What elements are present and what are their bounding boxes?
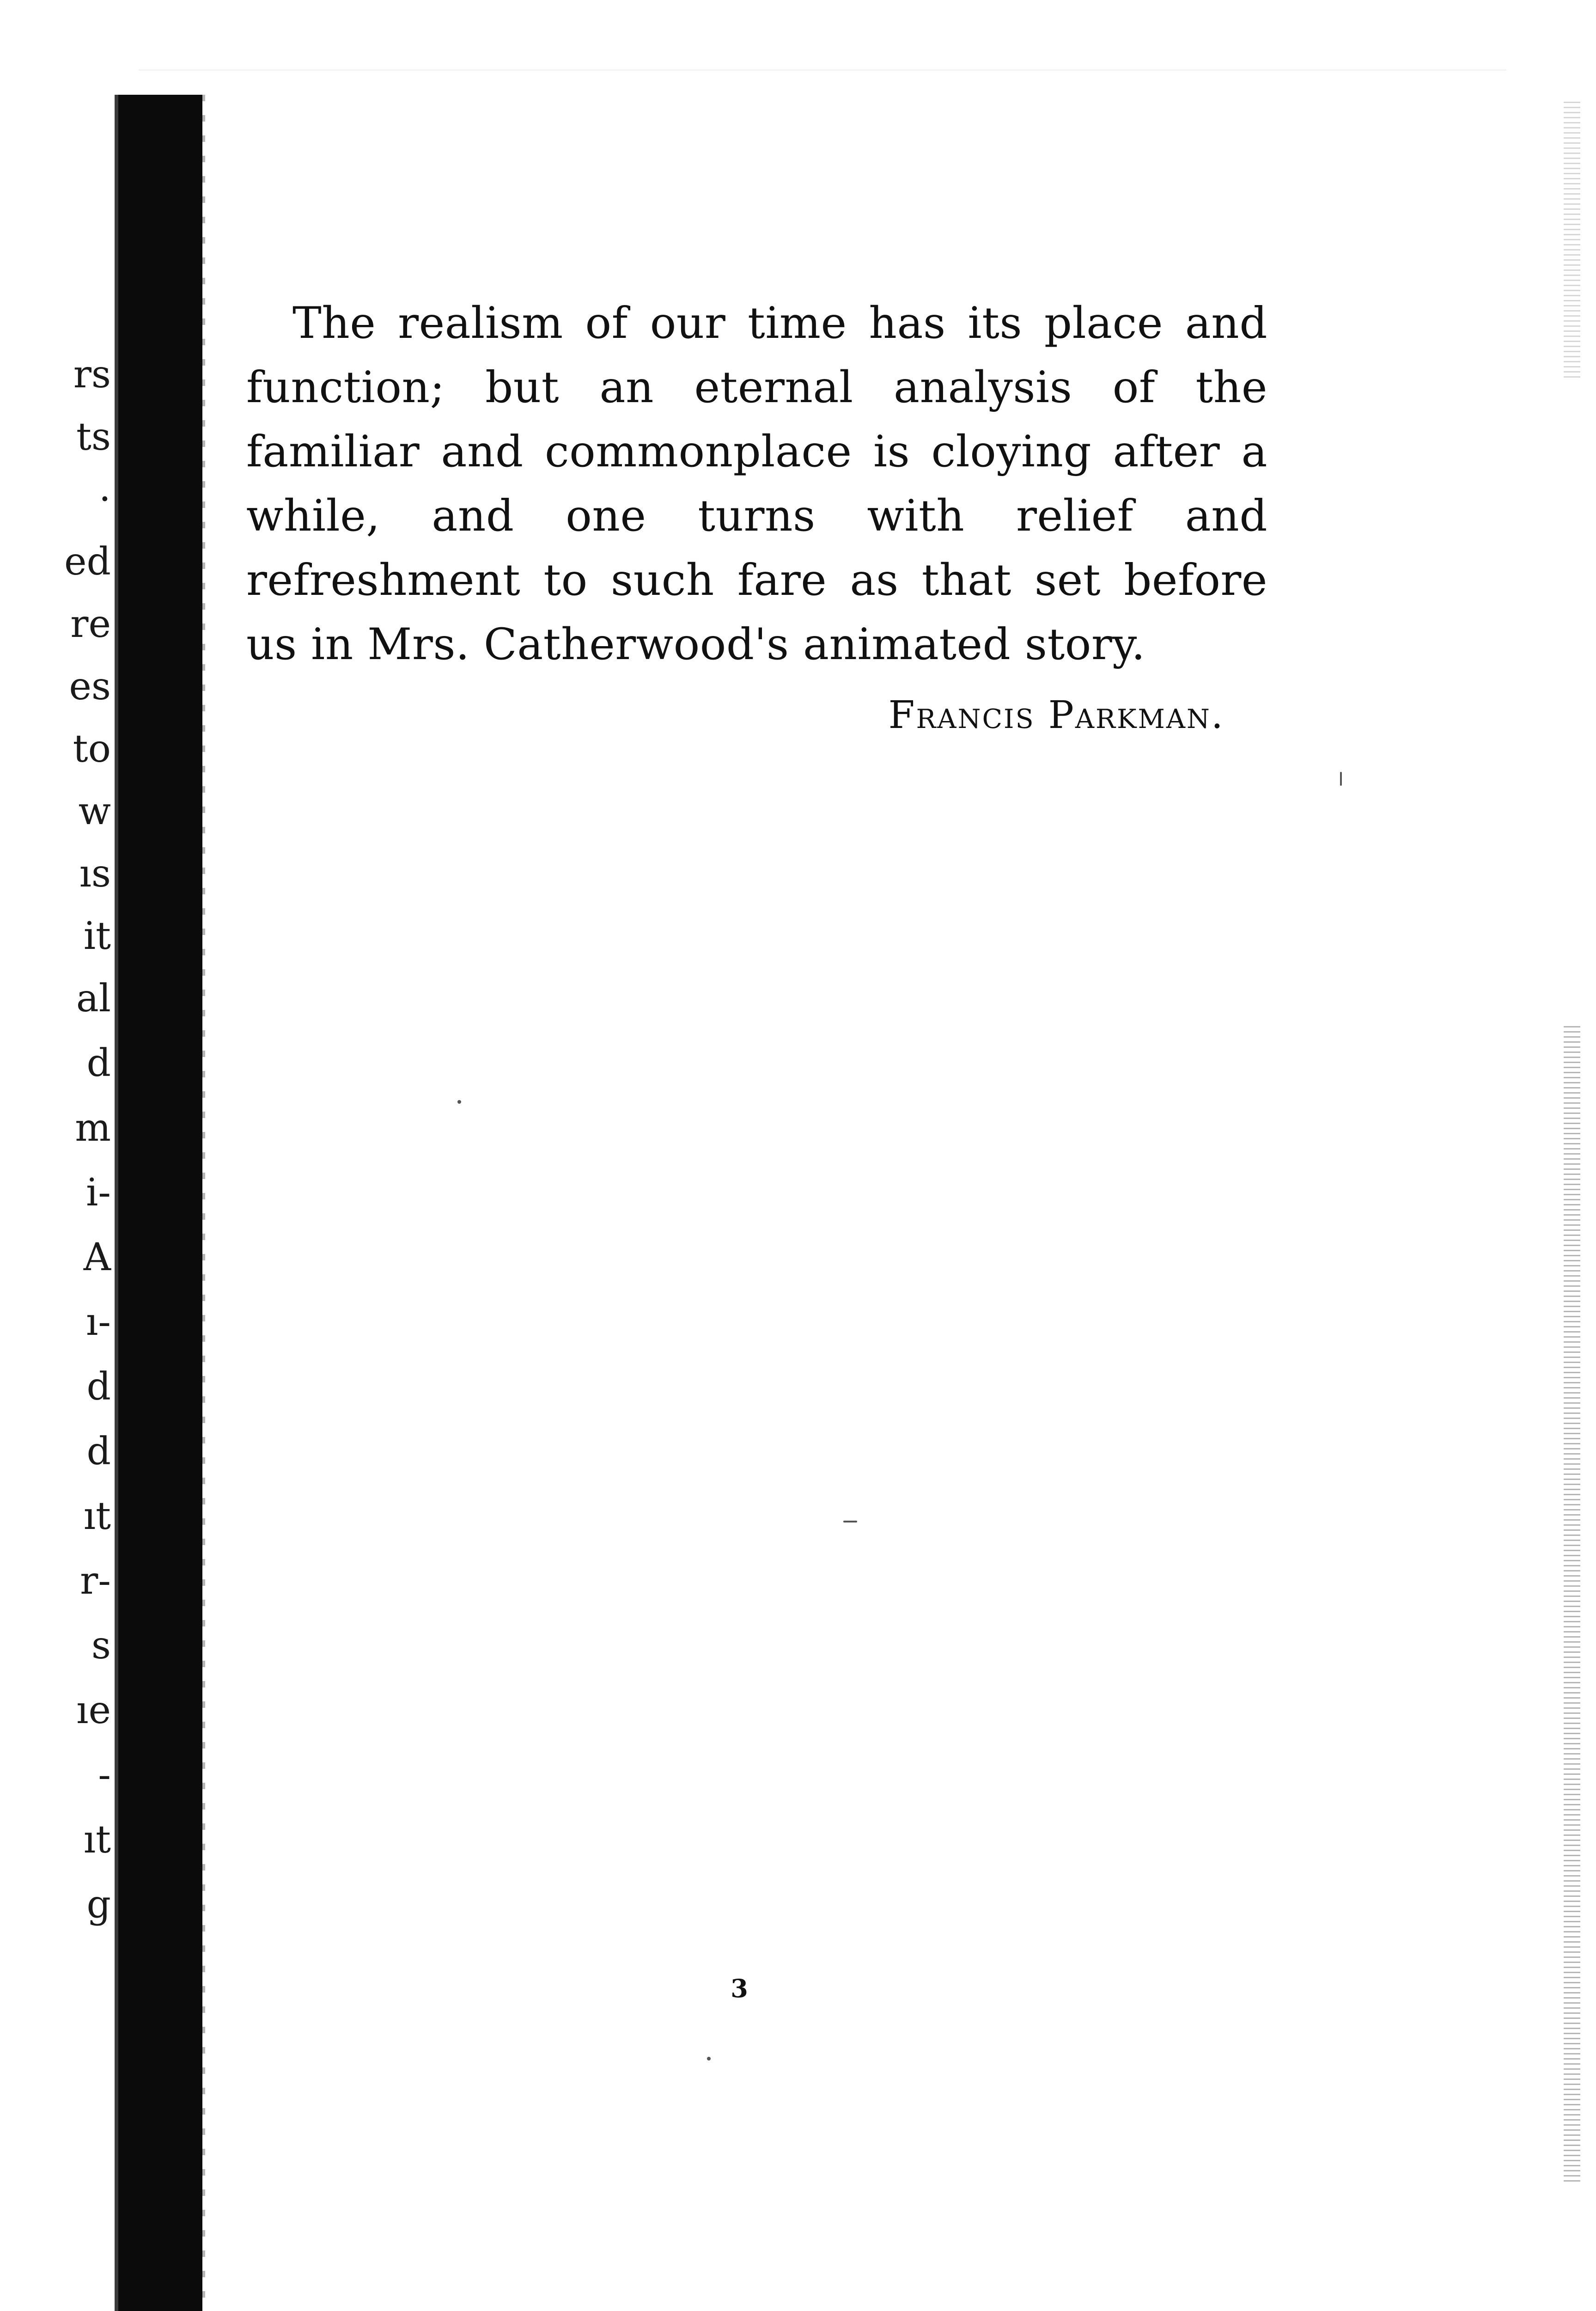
page-number: 3 <box>731 1974 748 2003</box>
bleed-fragment: ıe <box>76 1688 111 1732</box>
bleed-fragment: A <box>83 1235 111 1279</box>
bleed-fragment: i- <box>86 1171 111 1215</box>
bleed-fragment: m <box>75 1106 111 1150</box>
bleed-fragment: · <box>98 477 111 521</box>
bleed-fragment: es <box>69 665 111 709</box>
edge-speckle <box>1564 102 1580 379</box>
scan-top-line <box>139 69 1506 71</box>
bleed-fragment: re <box>70 602 111 646</box>
scan-speck <box>843 1521 857 1522</box>
scan-speck <box>707 2057 711 2060</box>
edge-speckle <box>1564 1026 1580 2182</box>
bleed-fragment: ıs <box>79 852 111 896</box>
facing-page-bleed-through <box>0 0 120 2034</box>
scan-speck <box>1340 772 1342 786</box>
bleed-fragment: ed <box>64 540 111 584</box>
bleed-fragment: rs <box>73 353 111 397</box>
bleed-fragment: al <box>76 977 111 1021</box>
quotation-passage: The realism of our time has its place and function; but an eternal analysis of the familiar and commonplace is cloying after a while, and one turns with relief and refreshment to such fare as that set before us in Mrs. Catherwood's animated story. <box>246 298 1267 670</box>
bleed-fragment: to <box>73 727 111 771</box>
right-edge-scan-noise <box>1564 102 1582 2311</box>
bleed-fragment: d <box>86 1365 111 1409</box>
bleed-fragment: d <box>86 1041 111 1085</box>
binding-gutter <box>115 95 202 2311</box>
bleed-fragment: ıt <box>83 1818 111 1862</box>
bleed-fragment: d <box>86 1430 111 1473</box>
bleed-fragment: g <box>86 1883 111 1926</box>
bleed-fragment: ıt <box>83 1494 111 1538</box>
bleed-fragment: - <box>98 1753 111 1797</box>
bleed-fragment: it <box>83 914 111 958</box>
scan-speck <box>457 1100 461 1104</box>
bleed-fragment: ts <box>76 415 111 459</box>
bleed-fragment: r- <box>80 1559 111 1603</box>
bleed-fragment: s <box>91 1624 111 1668</box>
bleed-fragment: w <box>78 789 111 833</box>
author-signature: Francis Parkman. <box>888 693 1224 737</box>
bleed-fragment: ı- <box>86 1300 111 1344</box>
